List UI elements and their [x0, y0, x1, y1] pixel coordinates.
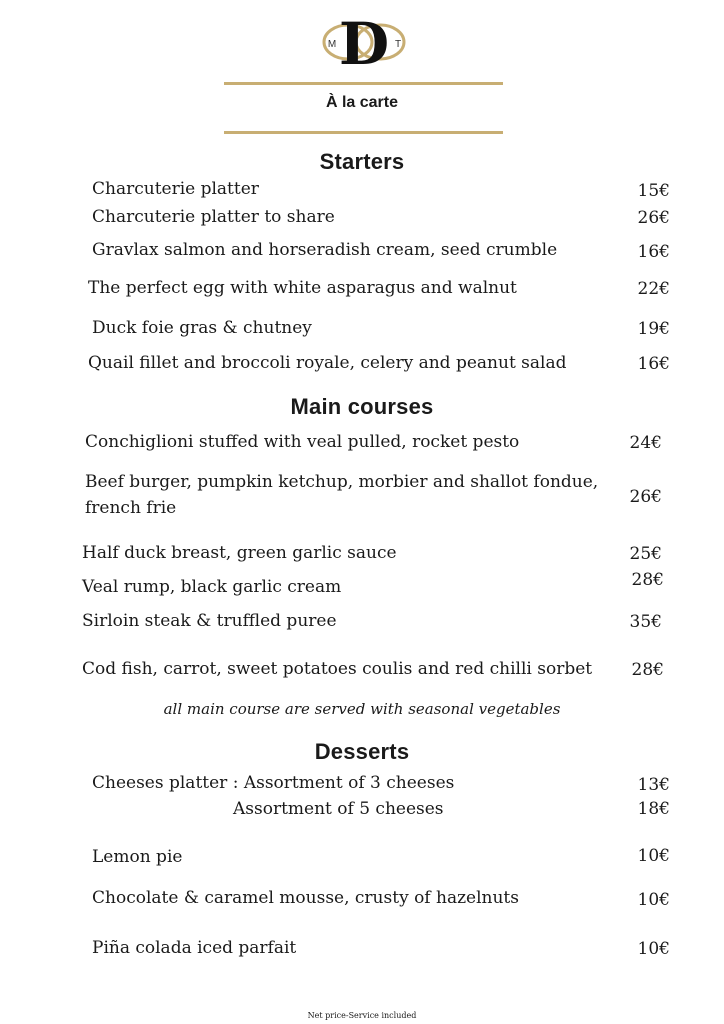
gold-divider-top	[224, 82, 503, 85]
menu-item-name: Cheeses platter : Assortment of 3 cheeses	[92, 773, 455, 793]
menu-item-name: Veal rump, black garlic cream	[82, 577, 342, 597]
menu-item-price: 10€	[637, 939, 670, 959]
menu-item-price: 25€	[629, 544, 662, 564]
menu-item-price: 15€	[637, 181, 670, 201]
menu-item-name: Beef burger, pumpkin ketchup, morbier and shallot fondue, french frie	[85, 472, 599, 518]
menu-item-price: 28€	[631, 570, 664, 590]
logo-letter-right: T	[394, 39, 402, 50]
menu-item-name: Lemon pie	[92, 847, 183, 867]
menu-item-price: 24€	[629, 433, 662, 453]
menu-item-price: 19€	[637, 319, 670, 339]
logo-letter-left: M	[327, 39, 337, 50]
menu-item-price: 28€	[631, 660, 664, 680]
menu-item-price: 10€	[637, 890, 670, 910]
menu-item-name: Sirloin steak & truffled puree	[82, 611, 337, 631]
menu-item-price: 35€	[629, 612, 662, 632]
menu-item-price: 26€	[629, 487, 662, 507]
menu-item-name: Cod fish, carrot, sweet potatoes coulis and red chilli sorbet	[82, 659, 593, 679]
restaurant-logo	[318, 12, 410, 72]
menu-item-name: Assortment of 5 cheeses	[233, 799, 444, 819]
menu-item-name: Charcuterie platter to share	[92, 207, 335, 227]
section-title-main-courses: Main courses	[290, 394, 434, 419]
menu-item-price: 16€	[637, 242, 670, 262]
menu-item-name: The perfect egg with white asparagus and walnut	[88, 278, 517, 298]
menu-item-name: Quail fillet and broccoli royale, celery and peanut salad	[88, 353, 567, 373]
menu-item-name: Duck foie gras & chutney	[92, 318, 312, 338]
menu-subtitle: À la carte	[325, 94, 399, 111]
menu-item-name: Piña colada iced parfait	[92, 938, 297, 958]
menu-item-name: Conchiglioni stuffed with veal pulled, rocket pesto	[85, 432, 520, 452]
menu-item-price: 18€	[637, 799, 670, 819]
menu-item-price: 16€	[637, 354, 670, 374]
menu-item-price: 22€	[637, 279, 670, 299]
menu-item-price: 10€	[637, 846, 670, 866]
menu-item-name: Gravlax salmon and horseradish cream, seed crumble	[92, 240, 558, 260]
menu-item-name: Half duck breast, green garlic sauce	[82, 543, 397, 563]
menu-item-price: 26€	[637, 208, 670, 228]
section-title-desserts: Desserts	[314, 739, 410, 764]
menu-item-name: Chocolate & caramel mousse, crusty of hazelnuts	[92, 888, 519, 908]
gold-divider-bottom	[224, 131, 503, 134]
logo-letter-main: D	[338, 12, 390, 72]
section-title-starters: Starters	[319, 149, 405, 174]
footer-note: Net price-Service included	[307, 1011, 417, 1020]
menu-item-name: Charcuterie platter	[92, 179, 259, 199]
main-course-note: all main course are served with seasonal vegetables	[163, 700, 561, 718]
menu-item-price: 13€	[637, 775, 670, 795]
